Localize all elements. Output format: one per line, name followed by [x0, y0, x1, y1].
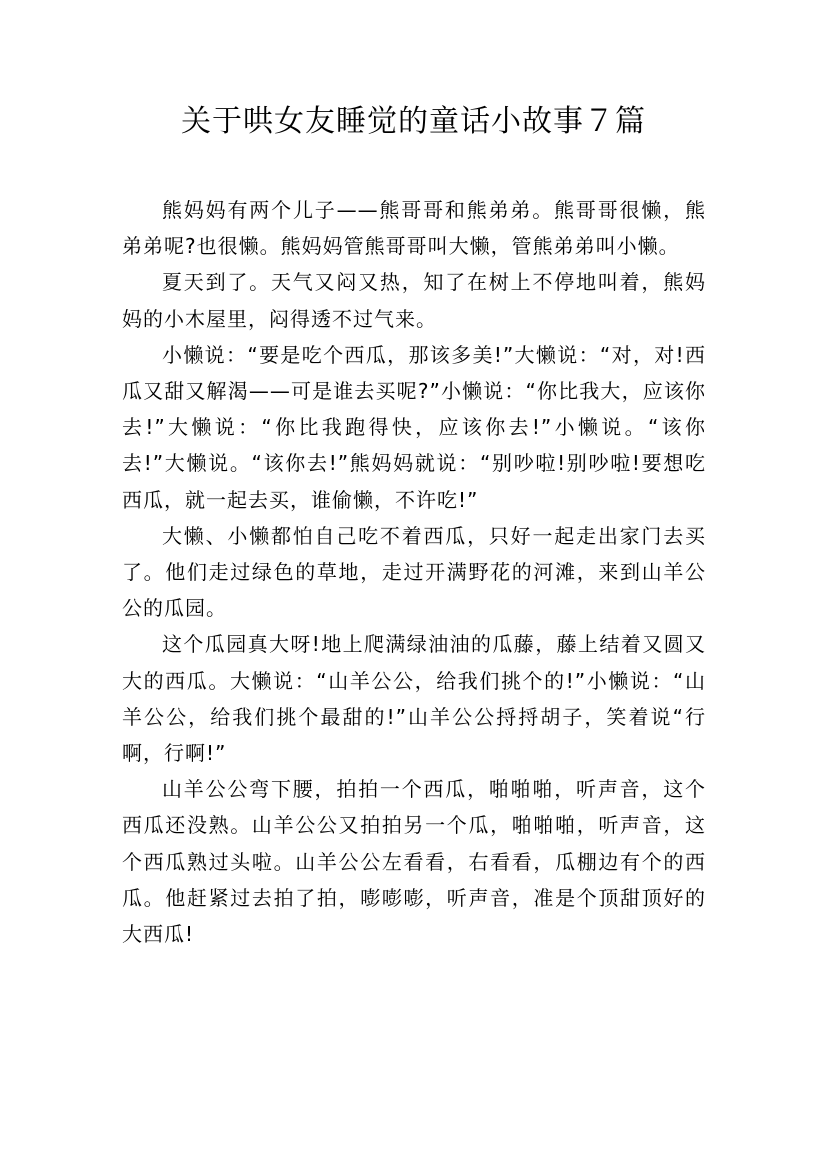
paragraph-2: 夏天到了。天气又闷又热，知了在树上不停地叫着，熊妈妈的小木屋里，闷得透不过气来。: [122, 270, 706, 331]
paragraph-6: 山羊公公弯下腰，拍拍一个西瓜，啪啪啪，听声音，这个西瓜还没熟。山羊公公又拍拍另一个瓜，啪啪啪，听声音，这个西瓜熟过头啦。山羊公公左看看，右看看，瓜棚边有个的西瓜。他赶紧过去拍了拍，嘭嘭嘭，听声音，准是个顶甜顶好的大西瓜!: [122, 777, 706, 947]
document-body: [122, 192, 706, 952]
document-title: 关于哄女友睡觉的童话小故事７篇: [181, 104, 646, 139]
paragraph-5: 这个瓜园真大呀!地上爬满绿油油的瓜藤，藤上结着又圆又大的西瓜。大懒说：“山羊公公，给我们挑个的!”小懒说：“山羊公公，给我们挑个最甜的!”山羊公公捋捋胡子，笑着说“行啊，行啊!”: [122, 632, 706, 766]
paragraph-1: 熊妈妈有两个儿子——熊哥哥和熊弟弟。熊哥哥很懒，熊弟弟呢?也很懒。熊妈妈管熊哥哥叫大懒，管熊弟弟叫小懒。: [122, 198, 706, 259]
paragraph-3: 小懒说：“要是吃个西瓜，那该多美!”大懒说：“对，对!西瓜又甜又解渴——可是谁去买呢?”小懒说：“你比我大，应该你去!”大懒说：“你比我跑得快，应该你去!”小懒说。“该你去!”大懒说。“该你去!”熊妈妈就说：“别吵啦!别吵啦!要想吃西瓜，就一起去买，谁偷懒，不许吃!”: [122, 342, 706, 512]
paragraph-4: 大懒、小懒都怕自己吃不着西瓜，只好一起走出家门去买了。他们走过绿色的草地，走过开满野花的河滩，来到山羊公公的瓜园。: [122, 523, 706, 621]
